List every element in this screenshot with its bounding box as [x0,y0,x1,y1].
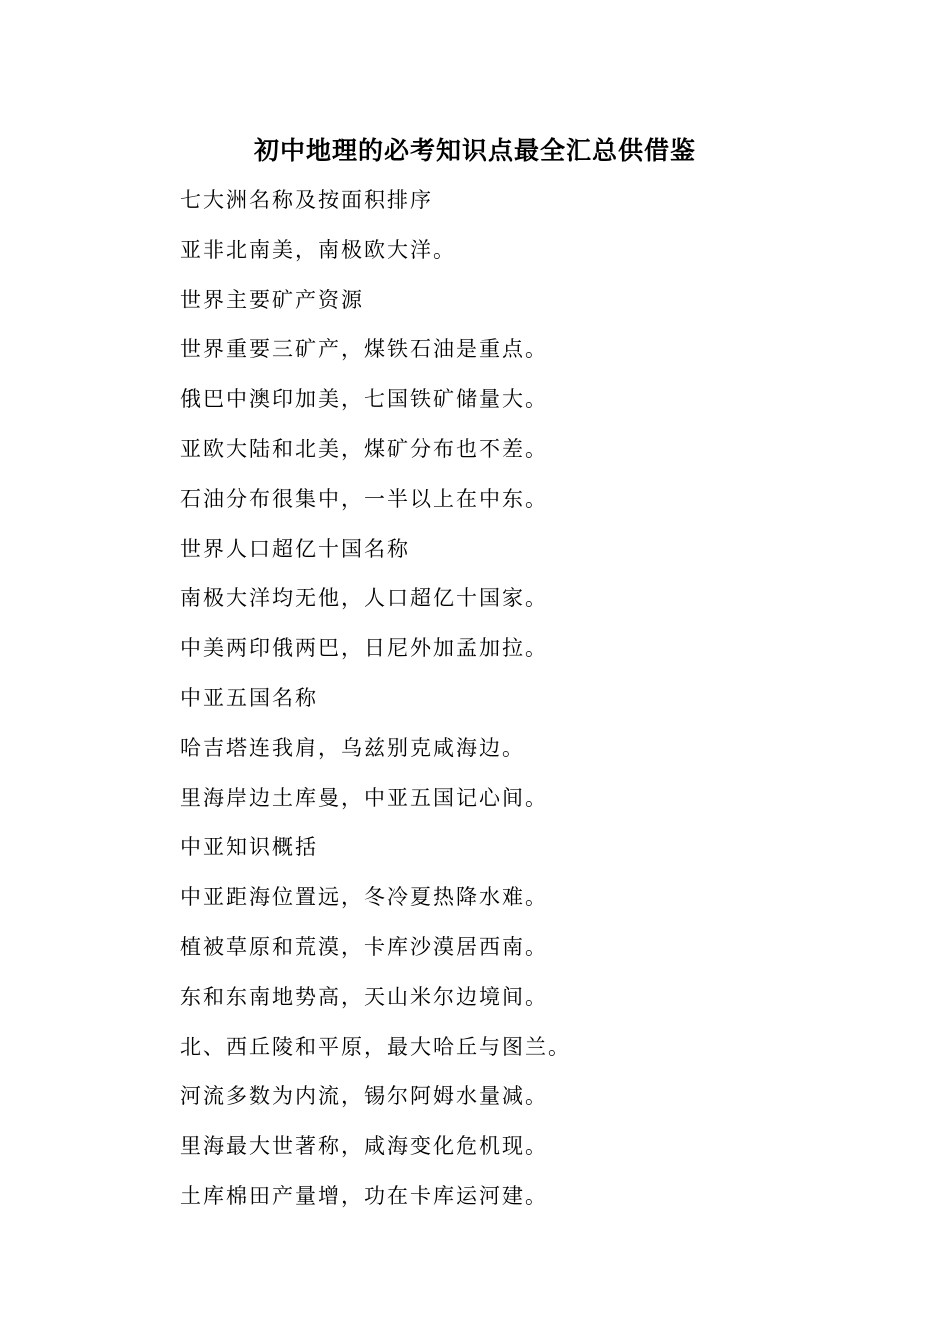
text-line: 中亚五国名称 [180,685,318,710]
document-title: 初中地理的必考知识点最全汇总供借鉴 [253,136,696,165]
text-line: 土库棉田产量增，功在卡库运河建。 [180,1183,548,1208]
text-line: 里海岸边土库曼，中亚五国记心间。 [180,785,548,810]
text-line: 东和东南地势高，天山米尔边境间。 [180,984,548,1009]
text-line: 中亚知识概括 [180,835,318,860]
text-line: 北、西丘陵和平原，最大哈丘与图兰。 [180,1034,571,1059]
text-line: 亚非北南美，南极欧大洋。 [180,237,456,262]
text-line: 七大洲名称及按面积排序 [180,188,433,212]
text-line: 植被草原和荒漠，卡库沙漠居西南。 [180,934,548,959]
text-line: 哈吉塔连我肩，乌兹别克咸海边。 [180,735,525,760]
text-line: 南极大洋均无他，人口超亿十国家。 [180,586,548,611]
text-line: 中美两印俄两巴，日尼外加孟加拉。 [180,636,548,661]
document-body [180,184,880,1230]
text-line: 亚欧大陆和北美，煤矿分布也不差。 [180,436,548,461]
text-line: 世界人口超亿十国名称 [180,536,410,561]
text-line: 中亚距海位置远，冬冷夏热降水难。 [180,885,548,910]
text-line: 世界主要矿产资源 [180,287,364,312]
text-line: 世界重要三矿产，煤铁石油是重点。 [180,337,548,362]
text-line: 河流多数为内流，锡尔阿姆水量减。 [180,1084,548,1109]
text-line: 里海最大世著称，咸海变化危机现。 [180,1134,548,1159]
text-line: 俄巴中澳印加美，七国铁矿储量大。 [180,387,548,412]
text-line: 石油分布很集中，一半以上在中东。 [180,486,548,511]
